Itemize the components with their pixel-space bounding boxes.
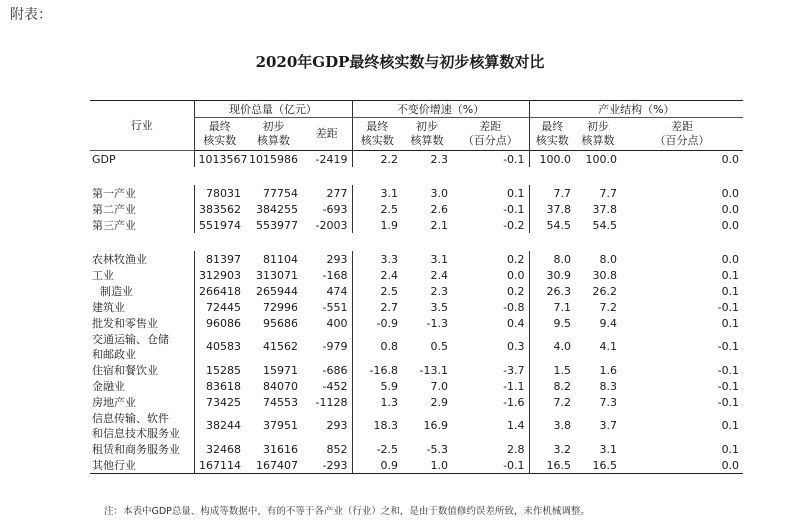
value-cell: 81397 <box>194 251 245 267</box>
value-cell: 26.3 <box>529 283 575 299</box>
value-cell: -1.3 <box>426 316 449 330</box>
value-cell: 16.5 <box>529 457 575 474</box>
value-cell: 7.2 <box>599 300 618 314</box>
value-cell: -1.1 <box>503 379 525 393</box>
value-cell: 2.8 <box>507 442 525 456</box>
value-cell: 293 <box>326 252 348 266</box>
value-cell: -0.9 <box>352 315 402 331</box>
value-cell: 16.9 <box>423 419 449 432</box>
industry-name-line: 和邮政业 <box>92 347 136 361</box>
value-cell: -452 <box>322 379 348 393</box>
value-cell: 8.3 <box>599 379 618 393</box>
table-row <box>90 362 743 378</box>
subheader-line: （百分点） <box>462 134 518 147</box>
value-cell: 2.9 <box>430 395 449 409</box>
value-cell: 0.9 <box>352 457 402 474</box>
value-cell: 1.5 <box>529 362 575 378</box>
subheader-4 <box>402 118 452 151</box>
value-cell: 0.8 <box>352 331 402 362</box>
subheader-line: （百分点） <box>654 134 710 147</box>
value-cell: -979 <box>322 340 348 353</box>
value-cell: -0.1 <box>717 379 740 393</box>
value-cell: 7.1 <box>529 299 575 315</box>
group-header-nominal: 现价总量（亿元） <box>194 101 352 118</box>
value-cell: -293 <box>302 457 352 474</box>
value-cell: -551 <box>322 300 348 314</box>
value-cell: 852 <box>326 442 348 456</box>
value-cell: 3.1 <box>430 252 449 266</box>
table-title: 2020年GDP最终核实数与初步核算数对比 <box>255 53 545 71</box>
value-cell: 73425 <box>194 394 245 410</box>
value-cell: 313071 <box>256 268 298 282</box>
value-cell: 0.4 <box>507 316 525 330</box>
value-cell: -2419 <box>315 152 348 166</box>
value-cell: 8.2 <box>529 378 575 394</box>
value-cell: 0.0 <box>721 202 740 216</box>
table-row <box>90 217 743 233</box>
industry-name <box>90 410 194 441</box>
value-cell: 0.0 <box>721 186 740 200</box>
value-cell: 3.3 <box>352 251 402 267</box>
subheader-line: 差距 <box>671 120 694 133</box>
table-row <box>90 299 743 315</box>
value-cell: 266418 <box>194 283 245 299</box>
industry-name-line: 建筑业 <box>92 300 125 314</box>
table-row <box>90 378 743 394</box>
subheader-line: 最终 <box>208 120 231 133</box>
value-cell: 0.2 <box>507 284 525 298</box>
value-cell: -0.1 <box>503 202 525 216</box>
industry-name <box>90 251 194 267</box>
value-cell: 2.4 <box>352 267 402 283</box>
value-cell: 7.0 <box>430 379 449 393</box>
value-cell: -0.1 <box>717 340 740 353</box>
value-cell: -2003 <box>315 218 348 232</box>
value-cell: 3.2 <box>529 441 575 457</box>
subheader-line: 最终 <box>366 120 389 133</box>
industry-name <box>90 299 194 315</box>
industry-name <box>90 283 194 299</box>
value-cell: -693 <box>322 202 348 216</box>
industry-name-line: 工业 <box>92 268 114 282</box>
value-cell: 74553 <box>263 395 298 409</box>
table-row <box>90 315 743 331</box>
spacer-row <box>90 233 743 251</box>
industry-name-line: 批发和零售业 <box>92 316 158 330</box>
industry-name-line: 制造业 <box>100 284 133 298</box>
industry-name-line: GDP <box>92 152 116 166</box>
table-footnote: 注：本表中GDP总量、构成等数据中，有的不等于各产业（行业）之和，是由于数值修约误差所致，未作机械调整。 <box>104 506 590 517</box>
value-cell: 293 <box>326 419 348 432</box>
industry-name <box>90 201 194 217</box>
value-cell: 84070 <box>263 379 298 393</box>
value-cell: 2.3 <box>430 152 449 166</box>
value-cell: 7.7 <box>599 186 618 200</box>
table-row <box>90 251 743 267</box>
group-header-structure: 产业结构（%） <box>529 101 743 118</box>
table-row <box>90 151 743 168</box>
attachment-label: 附表： <box>10 7 52 23</box>
industry-name <box>90 378 194 394</box>
industry-name-line: 第三产业 <box>92 218 136 232</box>
value-cell: 37951 <box>263 419 298 432</box>
subheader-line: 最终 <box>541 120 564 133</box>
value-cell: 1.0 <box>402 457 452 474</box>
value-cell: -168 <box>322 268 348 282</box>
subheader-7 <box>575 118 621 151</box>
value-cell: 3.1 <box>352 185 402 201</box>
value-cell: -0.2 <box>503 218 525 232</box>
value-cell: 77754 <box>263 186 298 200</box>
table-row <box>90 394 743 410</box>
table-row <box>90 441 743 457</box>
industry-name <box>90 185 194 201</box>
value-cell: 72445 <box>194 299 245 315</box>
subheader-3 <box>352 118 402 151</box>
subheader-line: 差距 <box>479 120 502 133</box>
value-cell: 0.0 <box>721 218 740 232</box>
value-cell: 15285 <box>194 362 245 378</box>
value-cell: -0.1 <box>717 300 740 314</box>
value-cell: 5.9 <box>352 378 402 394</box>
table-row <box>90 331 743 362</box>
value-cell: 0.3 <box>507 340 525 353</box>
value-cell: -1.6 <box>503 395 525 409</box>
industry-name-line: 交通运输、仓储 <box>92 332 169 346</box>
value-cell: 31616 <box>263 442 298 456</box>
value-cell: -5.3 <box>426 442 449 456</box>
value-cell: 474 <box>326 284 348 298</box>
value-cell: -2.5 <box>352 441 402 457</box>
value-cell: 83618 <box>194 378 245 394</box>
subheader-2 <box>302 118 352 151</box>
industry-name-line: 和信息技术服务业 <box>92 426 180 440</box>
value-cell: 2.7 <box>352 299 402 315</box>
industry-name-line: 信息传输、软件 <box>92 411 169 425</box>
value-cell: 265944 <box>256 284 298 298</box>
value-cell: -3.7 <box>503 363 525 377</box>
table-row <box>90 185 743 201</box>
industry-name-line: 农林牧渔业 <box>92 252 147 266</box>
value-cell: 8.0 <box>529 251 575 267</box>
value-cell: 95686 <box>263 316 298 330</box>
industry-name-line: 其他行业 <box>92 458 136 472</box>
industry-name-line: 房地产业 <box>92 395 136 409</box>
value-cell: 54.5 <box>529 217 575 233</box>
value-cell: 384255 <box>256 202 298 216</box>
value-cell: 3.7 <box>599 419 618 432</box>
value-cell: 96086 <box>194 315 245 331</box>
value-cell: 0.0 <box>507 268 525 282</box>
value-cell: 0.0 <box>721 252 740 266</box>
value-cell: 1.6 <box>599 363 618 377</box>
subheader-line: 核实数 <box>203 134 237 147</box>
industry-name <box>90 151 194 168</box>
value-cell: 0.1 <box>721 268 740 282</box>
value-cell: 32468 <box>194 441 245 457</box>
industry-name <box>90 315 194 331</box>
value-cell: 383562 <box>194 201 245 217</box>
value-cell: 400 <box>326 316 348 330</box>
value-cell: 41562 <box>263 340 298 353</box>
value-cell: 0.0 <box>621 457 743 474</box>
value-cell: 72996 <box>263 300 298 314</box>
value-cell: -16.8 <box>352 362 402 378</box>
subheader-line: 核算数 <box>410 134 444 147</box>
subheader-line: 核实数 <box>535 134 569 147</box>
value-cell: 81104 <box>263 252 298 266</box>
value-cell: 18.3 <box>352 410 402 441</box>
gdp-comparison-table <box>90 100 743 474</box>
value-cell: 9.4 <box>599 316 618 330</box>
value-cell: 0.1 <box>721 316 740 330</box>
value-cell: 30.8 <box>592 268 618 282</box>
industry-name-line: 租赁和商务服务业 <box>92 442 180 456</box>
group-header-growth: 不变价增速（%） <box>352 101 529 118</box>
value-cell: 0.2 <box>507 252 525 266</box>
subheader-1 <box>245 118 302 151</box>
value-cell: 0.0 <box>721 152 740 166</box>
value-cell: 78031 <box>194 185 245 201</box>
value-cell: 37.8 <box>592 202 618 216</box>
value-cell: -0.1 <box>503 152 525 166</box>
table-row <box>90 457 743 474</box>
value-cell: 38244 <box>194 410 245 441</box>
value-cell: 30.9 <box>529 267 575 283</box>
industry-name <box>90 441 194 457</box>
value-cell: 9.5 <box>529 315 575 331</box>
subheader-6 <box>529 118 575 151</box>
industry-name <box>90 267 194 283</box>
value-cell: 3.5 <box>430 300 449 314</box>
industry-name-line: 第二产业 <box>92 202 136 216</box>
value-cell: 4.0 <box>529 331 575 362</box>
industry-name <box>90 217 194 233</box>
value-cell: 8.0 <box>599 252 618 266</box>
value-cell: 0.1 <box>507 186 525 200</box>
value-cell: -0.1 <box>717 395 740 409</box>
industry-name <box>90 457 194 474</box>
value-cell: 16.5 <box>575 457 621 474</box>
value-cell: 2.5 <box>352 201 402 217</box>
value-cell: -0.1 <box>717 363 740 377</box>
value-cell: 2.3 <box>430 284 449 298</box>
value-cell: 1.3 <box>352 394 402 410</box>
subheader-line: 初步 <box>262 120 285 133</box>
subheader-0 <box>194 118 245 151</box>
value-cell: 2.4 <box>430 268 449 282</box>
value-cell: 2.1 <box>430 218 449 232</box>
value-cell: -0.1 <box>452 457 529 474</box>
value-cell: 54.5 <box>592 218 618 232</box>
value-cell: 312903 <box>194 267 245 283</box>
value-cell: -13.1 <box>419 363 449 377</box>
value-cell: 167407 <box>245 457 302 474</box>
value-cell: 3.1 <box>599 442 618 456</box>
table-row <box>90 201 743 217</box>
value-cell: -686 <box>322 363 348 377</box>
value-cell: 1.9 <box>352 217 402 233</box>
table-row <box>90 410 743 441</box>
value-cell: 0.1 <box>721 419 740 432</box>
subheader-8 <box>621 118 743 151</box>
value-cell: 100.0 <box>529 151 575 168</box>
industry-name <box>90 394 194 410</box>
subheader-line: 差距 <box>315 127 338 140</box>
spacer-row <box>90 167 743 185</box>
table-row <box>90 283 743 299</box>
value-cell: 3.8 <box>529 410 575 441</box>
value-cell: 37.8 <box>529 201 575 217</box>
value-cell: -1128 <box>315 395 348 409</box>
value-cell: 1013567 <box>194 151 245 168</box>
value-cell: 3.0 <box>430 186 449 200</box>
value-cell: 0.1 <box>721 284 740 298</box>
value-cell: 553977 <box>256 218 298 232</box>
value-cell: -0.8 <box>503 300 525 314</box>
value-cell: 7.3 <box>599 395 618 409</box>
value-cell: 40583 <box>194 331 245 362</box>
value-cell: 277 <box>326 186 348 200</box>
subheader-5 <box>452 118 529 151</box>
industry-header: 行业 <box>90 101 194 151</box>
industry-name-line: 第一产业 <box>92 186 136 200</box>
value-cell: 551974 <box>194 217 245 233</box>
subheader-line: 核算数 <box>257 134 290 147</box>
value-cell: 7.7 <box>529 185 575 201</box>
industry-name-line: 金融业 <box>92 379 125 393</box>
subheader-line: 初步 <box>416 120 439 133</box>
value-cell: 26.2 <box>592 284 618 298</box>
value-cell: 15971 <box>263 363 298 377</box>
value-cell: 100.0 <box>585 152 618 166</box>
value-cell: 2.5 <box>352 283 402 299</box>
industry-name-line: 住宿和餐饮业 <box>92 363 158 377</box>
value-cell: 1015986 <box>249 152 298 166</box>
subheader-line: 初步 <box>587 120 610 133</box>
value-cell: 7.2 <box>529 394 575 410</box>
value-cell: 2.2 <box>352 151 402 168</box>
subheader-line: 核实数 <box>360 134 394 147</box>
table-row <box>90 267 743 283</box>
industry-name <box>90 331 194 362</box>
value-cell: 2.6 <box>430 202 449 216</box>
value-cell: 0.1 <box>721 442 740 456</box>
industry-name <box>90 362 194 378</box>
value-cell: 0.5 <box>430 340 449 353</box>
subheader-line: 核算数 <box>581 134 615 147</box>
value-cell: 4.1 <box>599 340 618 353</box>
value-cell: 167114 <box>194 457 245 474</box>
value-cell: 1.4 <box>507 419 525 432</box>
